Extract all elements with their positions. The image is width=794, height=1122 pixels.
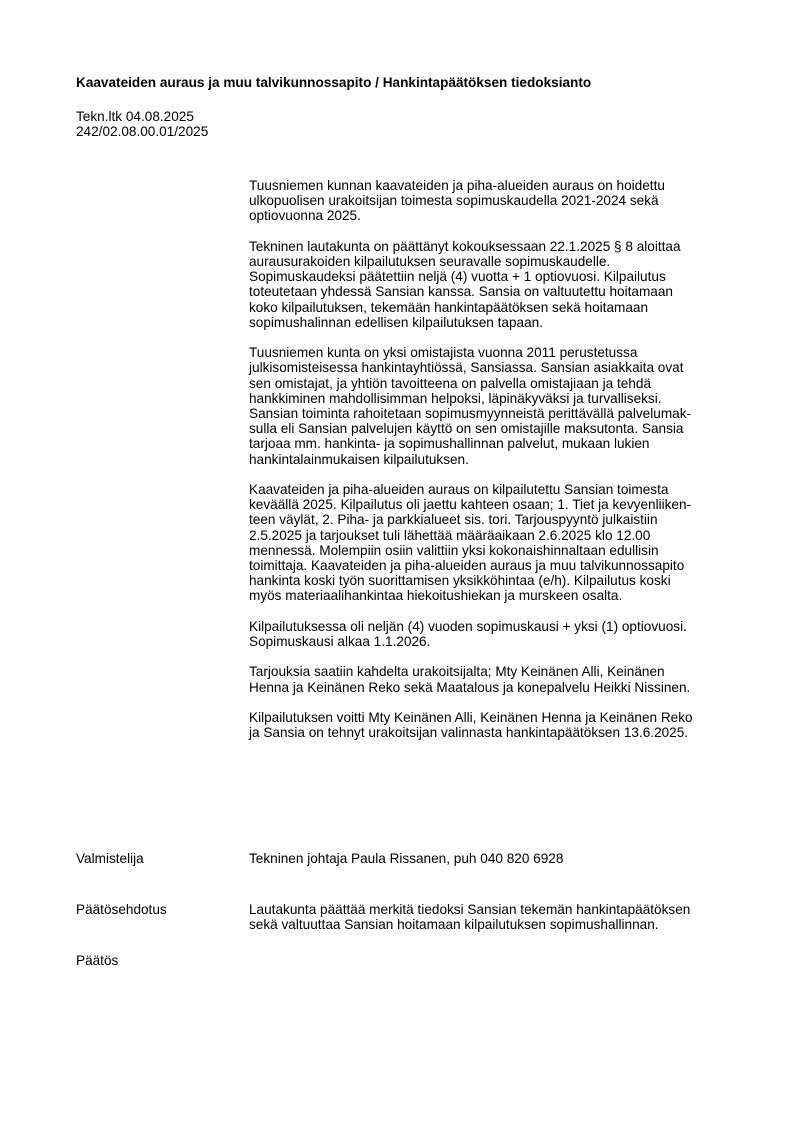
paragraph bbox=[249, 239, 739, 330]
text-line: Tarjouksia saatiin kahdelta urakoitsijalta; Mty Keinänen Alli, Keinänen bbox=[249, 664, 665, 680]
text-line: hankintalainmukaisen kilpailutuksen. bbox=[249, 451, 469, 467]
preparer-text: Tekninen johtaja Paula Rissanen, puh 040 820 6928 bbox=[249, 851, 564, 866]
text-line: hankkiminen mahdollisimman helpoksi, läpinäkyväksi ja turvalliseksi. bbox=[249, 390, 662, 406]
proposal-label: Päätösehdotus bbox=[76, 902, 167, 917]
paragraph bbox=[249, 664, 739, 694]
text-line: sopimushalinnan edellisen kilpailutuksen tapaan. bbox=[249, 314, 543, 330]
proposal-text bbox=[249, 902, 739, 932]
text-line: Tekninen lautakunta on päättänyt kokouksessaan 22.1.2025 § 8 aloittaa bbox=[249, 238, 681, 254]
text-line: Sopimuskausi alkaa 1.1.2026. bbox=[249, 634, 431, 650]
text-line: Henna ja Keinänen Reko sekä Maatalous ja konepalvelu Heikki Nissinen. bbox=[249, 679, 691, 695]
preparer-label: Valmistelija bbox=[76, 851, 144, 866]
text-line: Tuusniemen kunta on yksi omistajista vuonna 2011 perustetussa bbox=[249, 345, 638, 361]
document-title: Kaavateiden auraus ja muu talvikunnossapito / Hankintapäätöksen tiedoksianto bbox=[76, 75, 592, 90]
text-line: sen omistajat, ja yhtiön tavoitteena on palvella omistajiaan ja tehdä bbox=[249, 375, 652, 391]
text-line: Kilpailutuksen voitti Mty Keinänen Alli, Keinänen Henna ja Keinänen Reko bbox=[249, 710, 693, 726]
meeting-meta bbox=[76, 109, 208, 139]
text-line: tarjoaa mm. hankinta- ja sopimushallinnan palvelut, mukaan lukien bbox=[249, 436, 650, 452]
text-line: toteutetaan yhdessä Sansian kanssa. Sansia on valtuutettu hoitamaan bbox=[249, 284, 673, 300]
text-line: mennessä. Molempiin osiin valittiin yksi kokonaishinnaltaan edullisin bbox=[249, 542, 659, 558]
text-line: hankinta koski työn suorittamisen yksikköhintaa (e/h). Kilpailutus koski bbox=[249, 573, 671, 589]
text-line: teen väylät, 2. Piha- ja parkkialueet sis. tori. Tarjouspyyntö julkaistiin bbox=[249, 512, 658, 528]
text-line: myös materiaalihankintaa hiekoitushiekan ja murskeen osalta. bbox=[249, 588, 623, 604]
text-line: aurausurakoiden kilpailutuksen seuravalle sopimuskaudelle. bbox=[249, 254, 611, 269]
text-line: sekä valtuuttaa Sansian hoitamaan kilpailutuksen sopimushallinnan. bbox=[249, 917, 659, 933]
decision-label: Päätös bbox=[76, 953, 119, 968]
meeting-reference: Tekn.ltk 04.08.2025 bbox=[76, 109, 194, 124]
record-number: 242/02.08.00.01/2025 bbox=[76, 124, 209, 140]
paragraph bbox=[249, 345, 739, 467]
text-line: Kaavateiden ja piha-alueiden auraus on kilpailutettu Sansian toimesta bbox=[249, 482, 669, 498]
text-line: Sansian toiminta rahoitetaan sopimusmyynneistä perittävällä palvelumak- bbox=[249, 406, 692, 422]
document-body bbox=[249, 178, 739, 756]
text-line: keväällä 2025. Kilpailutus oli jaettu kahteen osaan; 1. Tiet ja kevyenliiken- bbox=[249, 497, 692, 513]
text-line: ulkopuolisen urakoitsijan toimesta sopimuskaudella 2021-2024 sekä bbox=[249, 193, 659, 209]
text-line: 2.5.2025 ja tarjoukset tuli lähettää määräaikaan 2.6.2025 klo 12.00 bbox=[249, 527, 651, 543]
text-line: optiovuonna 2025. bbox=[249, 208, 361, 224]
text-line: sulla eli Sansian palvelujen käyttö on sen omistajille maksutonta. Sansia bbox=[249, 421, 684, 437]
paragraph bbox=[249, 619, 739, 649]
text-line: julkisomisteisessa hankintayhtiössä, Sansiassa. Sansian asiakkaita ovat bbox=[249, 360, 684, 376]
text-line: Lautakunta päättää merkitä tiedoksi Sansian tekemän hankintapäätöksen bbox=[249, 902, 691, 917]
text-line: Tuusniemen kunnan kaavateiden ja piha-alueiden auraus on hoidettu bbox=[249, 178, 665, 193]
paragraph bbox=[249, 178, 739, 224]
text-line: koko kilpailutuksen, tekemään hankintapäätöksen sekä hoitamaan bbox=[249, 299, 649, 315]
paragraph bbox=[249, 482, 739, 604]
text-line: Kilpailutuksessa oli neljän (4) vuoden sopimuskausi + yksi (1) optiovuosi. bbox=[249, 618, 687, 634]
paragraph bbox=[249, 710, 739, 740]
text-line: toimittaja. Kaavateiden ja piha-alueiden auraus ja muu talvikunnossapito bbox=[249, 558, 685, 574]
text-line: Sopimuskaudeksi päätettiin neljä (4) vuotta + 1 optiovuosi. Kilpailutus bbox=[249, 269, 666, 285]
text-line: ja Sansia on tehnyt urakoitsijan valinnasta hankintapäätöksen 13.6.2025. bbox=[249, 725, 689, 741]
